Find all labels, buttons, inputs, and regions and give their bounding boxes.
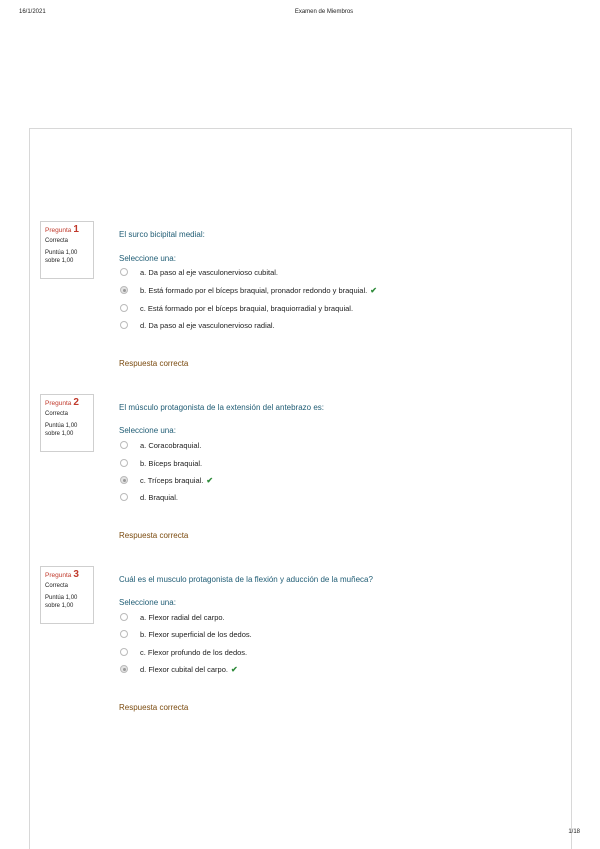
option-3b[interactable]: b. Flexor superficial de los dedos. <box>120 629 252 639</box>
radio-button[interactable] <box>120 321 128 329</box>
option-2b[interactable]: b. Bíceps braquial. <box>120 458 202 468</box>
print-date: 16/1/2021 <box>19 9 46 15</box>
option-1a[interactable]: a. Da paso al eje vasculonervioso cubital. <box>120 267 278 277</box>
page-number: 1/18 <box>568 829 580 835</box>
question-score: Puntúa 1,00 <box>45 423 78 429</box>
question-number: Pregunta 3 <box>45 569 79 580</box>
question-number: Pregunta 2 <box>45 397 79 408</box>
question-text-1: El surco bicipital medial: <box>119 230 205 239</box>
check-icon: ✔ <box>370 285 377 295</box>
quiz-frame <box>29 128 572 849</box>
radio-button-selected[interactable] <box>120 665 128 673</box>
question-state: Correcta <box>45 238 69 244</box>
feedback-2: Respuesta correcta <box>119 531 189 540</box>
radio-button[interactable] <box>120 630 128 638</box>
question-info-1 <box>40 221 94 279</box>
question-prompt-3: Seleccione una: <box>119 598 176 607</box>
question-prompt-2: Seleccione una: <box>119 426 176 435</box>
option-1b[interactable]: b. Está formado por el bíceps braquial, pronador redondo y braquial. ✔ <box>120 285 377 295</box>
check-icon: ✔ <box>230 664 238 674</box>
question-text-2: El músculo protagonista de la extensión del antebrazo es: <box>119 403 325 412</box>
check-icon: ✔ <box>206 475 214 485</box>
option-2a[interactable]: a. Coracobraquial. <box>120 440 201 450</box>
question-score: Puntúa 1,00 <box>45 250 78 256</box>
radio-button[interactable] <box>120 648 128 656</box>
question-info-3 <box>40 566 94 624</box>
question-prompt-1: Seleccione una: <box>119 254 176 263</box>
question-number: Pregunta 1 <box>45 224 79 235</box>
question-state: Correcta <box>45 411 69 417</box>
option-1c[interactable]: c. Está formado por el bíceps braquial, braquiorradial y braquial. <box>120 303 353 313</box>
option-3c[interactable]: c. Flexor profundo de los dedos. <box>120 647 247 657</box>
radio-button[interactable] <box>120 459 128 467</box>
radio-button-selected[interactable] <box>120 476 128 484</box>
feedback-3: Respuesta correcta <box>119 703 189 712</box>
document-title: Examen de Miembros <box>294 9 354 15</box>
question-text-3: Cuál es el musculo protagonista de la flexión y aducción de la muñeca? <box>119 575 373 584</box>
question-score-max: sobre 1,00 <box>45 603 74 609</box>
radio-button-selected[interactable] <box>120 286 128 294</box>
question-info-2 <box>40 394 94 452</box>
radio-button[interactable] <box>120 613 128 621</box>
question-score: Puntúa 1,00 <box>45 595 78 601</box>
option-2c[interactable]: c. Tríceps braquial. ✔ <box>120 475 213 485</box>
radio-button[interactable] <box>120 493 128 501</box>
radio-button[interactable] <box>120 268 128 276</box>
option-3a[interactable]: a. Flexor radial del carpo. <box>120 612 225 622</box>
option-2d[interactable]: d. Braquial. <box>120 492 178 502</box>
question-state: Correcta <box>45 583 69 589</box>
option-1d[interactable]: d. Da paso al eje vasculonervioso radial. <box>120 320 275 330</box>
feedback-1: Respuesta correcta <box>119 359 189 368</box>
option-3d[interactable]: d. Flexor cubital del carpo. ✔ <box>120 664 238 674</box>
question-score-max: sobre 1,00 <box>45 258 74 264</box>
question-score-max: sobre 1,00 <box>45 431 74 437</box>
radio-button[interactable] <box>120 304 128 312</box>
radio-button[interactable] <box>120 441 128 449</box>
